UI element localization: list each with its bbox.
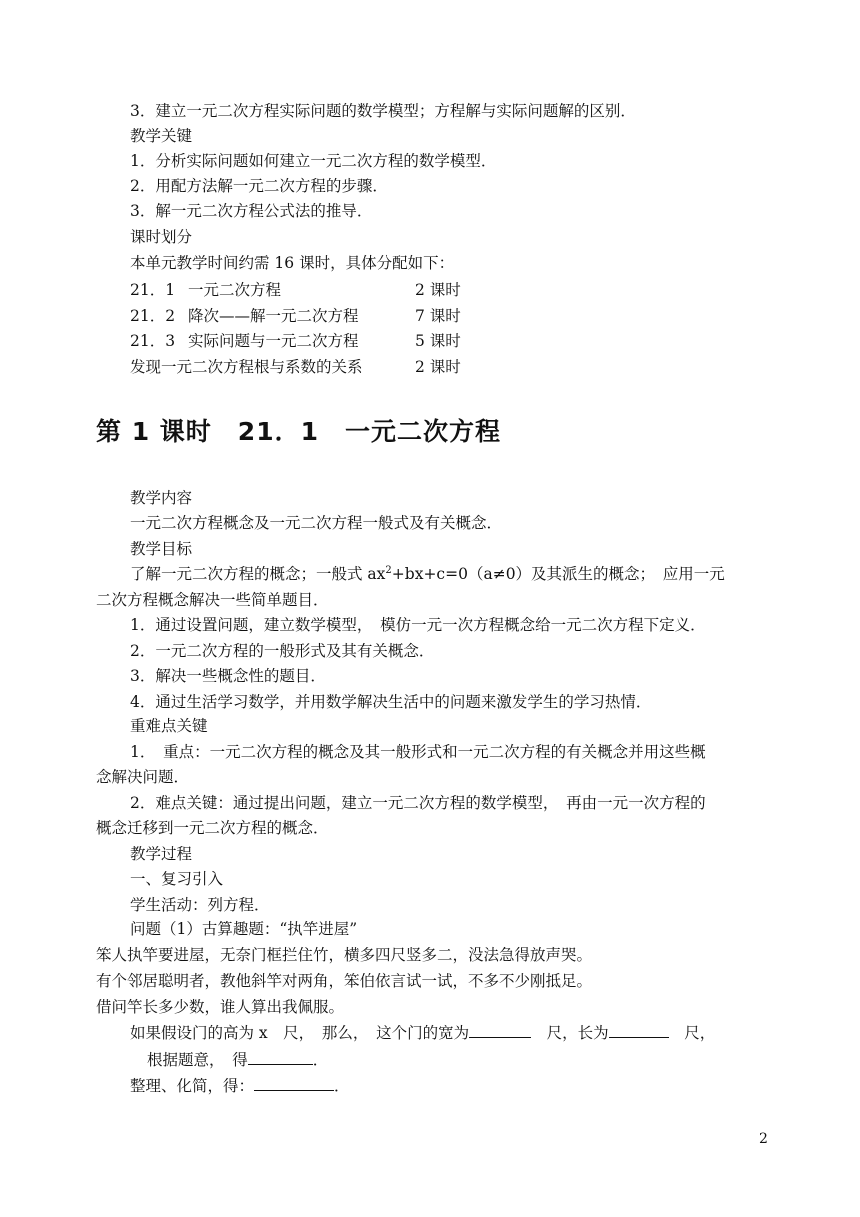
- text-fragment: +bx+c=0（a≠0）及其派生的概念； 应用一元: [391, 565, 725, 583]
- page-number: 2: [759, 1131, 768, 1147]
- text-line: [147, 1050, 328, 1070]
- text-line: 学生活动：列方程．: [130, 896, 270, 914]
- text-line: 2．难点关键：通过提出问题，建立一元二次方程的数学模型， 再由一元一次方程的: [130, 794, 706, 812]
- schedule-topic: 实际问题与一元二次方程: [188, 332, 359, 350]
- schedule-topic: 发现一元二次方程根与系数的关系: [130, 358, 363, 376]
- schedule-section: 21．1: [130, 281, 176, 299]
- answer-blank[interactable]: [609, 1023, 669, 1038]
- schedule-section: 21．3: [130, 332, 176, 350]
- answer-blank[interactable]: [248, 1050, 313, 1065]
- text-line: 重难点关键: [130, 717, 208, 735]
- text-line: 4．通过生活学习数学，并用数学解决生活中的问题来激发学生的学习热情．: [130, 693, 652, 711]
- text-fragment: 如果假设门的高为 x 尺， 那么， 这个门的宽为: [130, 1024, 470, 1042]
- text-fragment: 根据题意， 得: [147, 1051, 248, 1069]
- schedule-hours: 2 课时: [415, 358, 461, 376]
- text-line: 2．用配方法解一元二次方程的步骤．: [130, 177, 388, 195]
- text-line: 教学内容: [130, 489, 193, 507]
- text-line: 概念迁移到一元二次方程的概念．: [96, 819, 329, 837]
- answer-blank[interactable]: [254, 1076, 334, 1091]
- text-line: 有个邻居聪明者，教他斜竿对两角，笨伯依言试一试，不多不少刚抵足。: [96, 972, 593, 990]
- schedule-section: 21．2: [130, 307, 176, 325]
- text-line: 1．分析实际问题如何建立一元二次方程的数学模型．: [130, 152, 497, 170]
- text-line: 2．一元二次方程的一般形式及其有关概念．: [130, 642, 435, 660]
- text-line: [130, 1023, 715, 1043]
- schedule-hours: 2 课时: [415, 281, 461, 299]
- text-line: 课时划分: [130, 228, 193, 246]
- text-line: 笨人执竿要进屋，无奈门框拦住竹，横多四尺竖多二，没法急得放声哭。: [96, 946, 593, 964]
- text-line: 念解决问题．: [96, 768, 190, 786]
- text-line: 一、复习引入: [130, 870, 224, 888]
- text-line: 教学过程: [130, 845, 193, 863]
- superscript: 2: [385, 564, 392, 576]
- schedule-hours: 7 课时: [415, 307, 461, 325]
- schedule-topic: 一元二次方程: [188, 281, 282, 299]
- text-line: 教学目标: [130, 540, 193, 558]
- schedule-hours: 5 课时: [415, 332, 461, 350]
- text-fragment: 了解一元二次方程的概念；一般式 ax: [130, 565, 386, 583]
- text-line: 3．解一元二次方程公式法的推导．: [130, 202, 373, 220]
- text-line: 一元二次方程概念及一元二次方程一般式及有关概念．: [130, 514, 503, 532]
- text-fragment: ．: [312, 1051, 329, 1069]
- text-line: 3．解决一些概念性的题目．: [130, 667, 326, 685]
- text-line: 1．通过设置问题，建立数学模型， 模仿一元一次方程概念给一元二次方程下定义．: [130, 616, 706, 634]
- text-line: 本单元教学时间约需 16 课时，具体分配如下：: [130, 254, 455, 272]
- text-line: 3．建立一元二次方程实际问题的数学模型；方程解与实际问题解的区别．: [130, 102, 636, 120]
- text-line: 教学关键: [130, 127, 193, 145]
- text-line: 问题（1）古算趣题：“执竿进屋”: [130, 920, 358, 938]
- text-fragment: ．: [334, 1077, 350, 1095]
- text-line: 二次方程概念解决一些简单题目．: [96, 591, 329, 609]
- text-fragment: 整理、化简，得：: [130, 1077, 255, 1095]
- text-line: [130, 564, 725, 584]
- text-line: 1． 重点：一元二次方程的概念及其一般形式和一元二次方程的有关概念并用这些概: [130, 743, 706, 761]
- text-fragment: 尺，: [668, 1024, 716, 1042]
- schedule-topic: 降次——解一元二次方程: [188, 307, 359, 325]
- answer-blank[interactable]: [469, 1023, 531, 1038]
- lesson-heading: 第 1 课时 21．1 一元二次方程: [96, 417, 501, 446]
- text-line: [130, 1076, 350, 1096]
- text-line: 借问竿长多少数，谁人算出我佩服。: [96, 998, 345, 1016]
- text-fragment: 尺，长为: [531, 1024, 609, 1042]
